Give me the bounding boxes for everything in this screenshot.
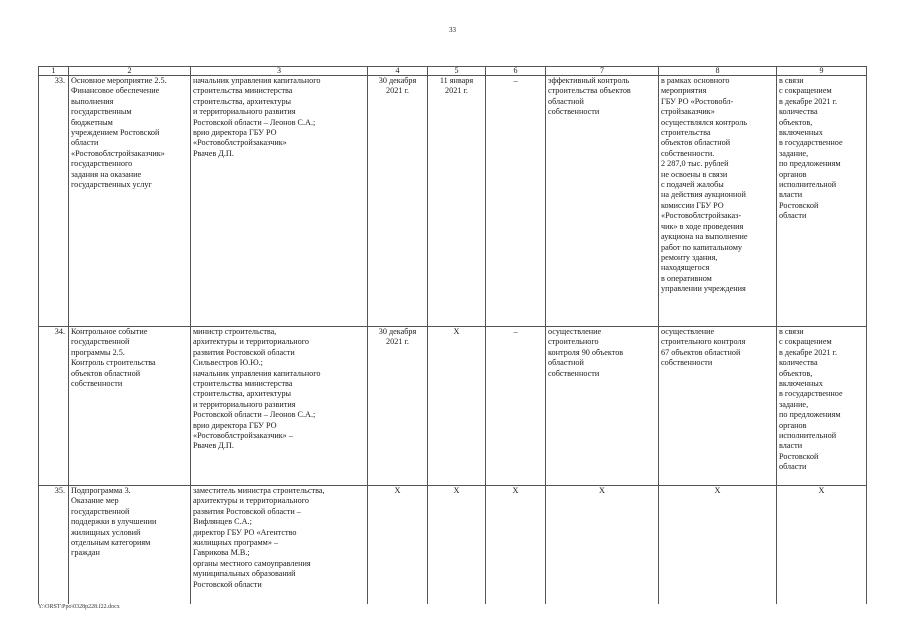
page-number: 33 bbox=[449, 26, 456, 34]
table-row bbox=[39, 486, 867, 605]
row-number: 33. bbox=[39, 76, 69, 327]
column-header: 9 bbox=[777, 67, 867, 76]
fact-date: 11 января 2021 г. bbox=[428, 76, 486, 327]
fact-date: X bbox=[428, 486, 486, 605]
row-number: 34. bbox=[39, 327, 69, 486]
column-header: 3 bbox=[191, 67, 368, 76]
activity-name: Контрольное событие государственной программы 2.5. Контроль строительства объектов областной собственности bbox=[69, 327, 191, 486]
column-header: 5 bbox=[428, 67, 486, 76]
column-header: 6 bbox=[486, 67, 546, 76]
activity-name: Подпрограмма 3. Оказание мер государственной поддержки в улучшении жилищных условий отдельным категориям граждан bbox=[69, 486, 191, 605]
activity-name: Основное мероприятие 2.5. Финансовое обеспечение выполнения государственным бюджетным учреждением Ростовской области «Ростовоблстройзаказчик» государственного задания на оказание государственных услуг bbox=[69, 76, 191, 327]
column-6-value: X bbox=[486, 486, 546, 605]
row-number: 35. bbox=[39, 486, 69, 605]
deviation-reasons: в связи с сокращением в декабре 2021 г. количества объектов, включенных в государственное задание, по предложениям органов исполнительной власти Ростовской области bbox=[777, 76, 867, 327]
actual-result: осуществление строительного контроля 67 объектов областной собственности bbox=[659, 327, 777, 486]
plan-date: 30 декабря 2021 г. bbox=[368, 76, 428, 327]
planned-result: осуществление строительного контроля 90 объектов областной собственности bbox=[546, 327, 659, 486]
actual-result: X bbox=[659, 486, 777, 605]
plan-date: X bbox=[368, 486, 428, 605]
column-header: 8 bbox=[659, 67, 777, 76]
plan-date: 30 декабря 2021 г. bbox=[368, 327, 428, 486]
column-header: 7 bbox=[546, 67, 659, 76]
planned-result: X bbox=[546, 486, 659, 605]
table-row bbox=[39, 76, 867, 327]
table-header-row bbox=[39, 67, 867, 76]
responsible-executor: заместитель министра строительства, архитектуры и территориального развития Ростовской области – Вифлянцев С.А.; директор ГБУ РО «Агентство жилищных программ» – Гаврикова М.В.; органы местного самоуправления муниципальных образований Ростовской области bbox=[191, 486, 368, 605]
column-6-value: – bbox=[486, 76, 546, 327]
responsible-executor: министр строительства, архитектуры и территориального развития Ростовской области Сильвестров Ю.Ю.; начальник управления капитального строительства министерства строительства, архитектуры и территориального развития Ростовской области – Леонов С.А.; врио директора ГБУ РО «Ростовоблстройзаказчик» – Рвачев Д.П. bbox=[191, 327, 368, 486]
report-table bbox=[38, 66, 867, 604]
column-header: 2 bbox=[69, 67, 191, 76]
table-row bbox=[39, 327, 867, 486]
deviation-reasons: в связи с сокращением в декабре 2021 г. количества объектов, включенных в государственное задание, по предложениям органов исполнительной власти Ростовской области bbox=[777, 327, 867, 486]
deviation-reasons: X bbox=[777, 486, 867, 605]
responsible-executor: начальник управления капитального строительства министерства строительства, архитектуры и территориального развития Ростовской области – Леонов С.А.; врио директора ГБУ РО «Ростовоблстройзаказчик» Рвачев Д.П. bbox=[191, 76, 368, 327]
column-6-value: – bbox=[486, 327, 546, 486]
footer-file-path: Y:\ORST\Ppo\0328p228.f22.docx bbox=[38, 604, 120, 610]
actual-result: в рамках основного мероприятия ГБУ РО «Ростовобл- стройзаказчик» осуществлялся контроль строительства объектов областной собственности. 2 287,0 тыс. рублей не освоены в связи с подачей жалобы на действия аукционной комиссии ГБУ РО «Ростовоблстройзаказ- чик» в ходе проведения аукциона на выполнение работ по капитальному ремонту здания, находящегося в оперативном управлении учреждения bbox=[659, 76, 777, 327]
fact-date: X bbox=[428, 327, 486, 486]
column-header: 4 bbox=[368, 67, 428, 76]
planned-result: эффективный контроль строительства объектов областной собственности bbox=[546, 76, 659, 327]
column-header: 1 bbox=[39, 67, 69, 76]
